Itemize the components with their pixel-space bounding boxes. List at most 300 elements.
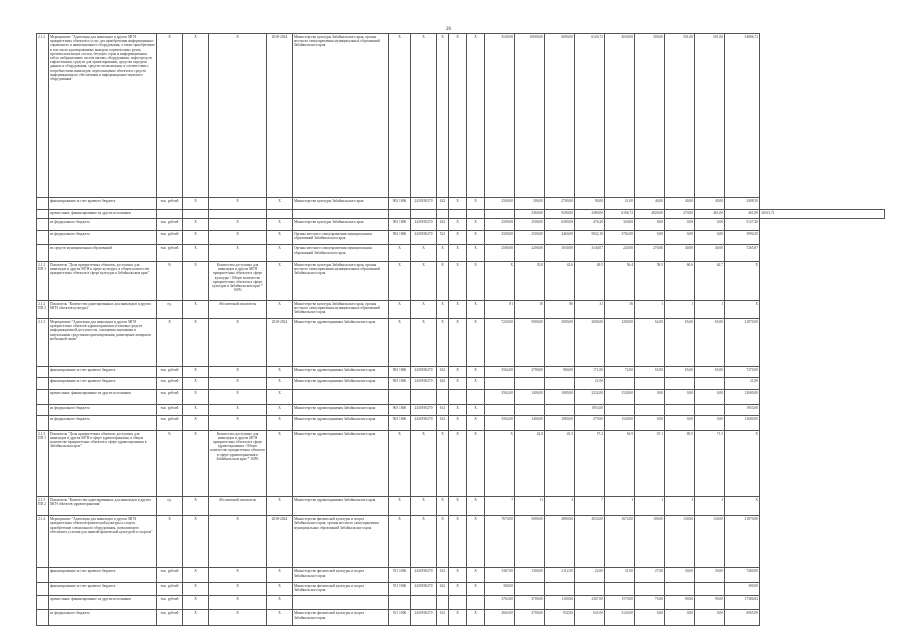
cell-value-2017: 7220,00 xyxy=(485,319,515,367)
table-row xyxy=(37,497,885,516)
cell-kbk-cs: Х xyxy=(411,300,437,319)
table-row xyxy=(37,209,885,219)
cell-value-2019: 2460,00 xyxy=(545,231,575,245)
cell-kbk-vr: Х xyxy=(437,319,449,367)
cell-value-total: 3994,50 xyxy=(725,231,760,245)
cell-row-name: Мероприятие "Адаптация для инвалидов и других МГН приоритетных объектов здравоохранения установка средств информационной доступности, оснащения звуковыми и визуальными средствами ориентирования, размещение аппаратов мобильной связи" xyxy=(49,319,157,367)
cell-kbk-grbs: 902 1006 xyxy=(389,231,411,245)
cell-kbk-extra2: Х xyxy=(467,262,485,301)
cell-value-2018: 1400,00 xyxy=(515,390,545,404)
cell-period: Х xyxy=(267,416,293,430)
cell-kbk-extra1: Х xyxy=(449,300,467,319)
cell-period: Х xyxy=(267,366,293,378)
cell-executor: Министерство здравоохранения Забайкальского края xyxy=(293,416,389,430)
cell-value-total: 12600,00 xyxy=(725,390,760,404)
cell-value-2019: 2800,00 xyxy=(545,516,575,568)
cell-kbk-extra1: Х xyxy=(449,404,467,416)
cell-kbk-extra1: Х xyxy=(449,262,467,301)
cell-value-2024: 40,00 xyxy=(695,197,725,209)
cell-value-2017: 7 xyxy=(485,497,515,516)
cell-value-2019 xyxy=(545,582,575,596)
cell-value-2017: Х xyxy=(485,430,515,497)
cell-value-2023: 65,00 xyxy=(665,366,695,378)
table-row xyxy=(37,219,885,231)
table-row xyxy=(37,430,885,497)
cell-value-total: 7265,87 xyxy=(725,245,760,262)
cell-kbk-extra2: Х xyxy=(467,231,485,245)
cell-formula-method: Х xyxy=(183,219,209,231)
cell-value-2024: 130,00 xyxy=(695,516,725,568)
cell-formula: Х xyxy=(209,568,267,582)
cell-row-number: 2.1.2 xyxy=(37,34,49,198)
cell-value-2023: 0,00 xyxy=(665,231,695,245)
table-row xyxy=(37,319,885,367)
cell-value-total: 461,00 xyxy=(725,209,760,219)
cell-row-number xyxy=(37,219,49,231)
cell-formula: Х xyxy=(209,404,267,416)
cell-row-number: 2.1.2 ПП 1 xyxy=(37,262,49,301)
cell-value-2024 xyxy=(695,404,725,416)
cell-value-2018: 2500,00 xyxy=(515,231,545,245)
cell-value-2024: 62,7 xyxy=(695,262,725,301)
cell-row-name: из федерального бюджета xyxy=(49,219,157,231)
cell-formula-method: Х xyxy=(183,245,209,262)
cell-kbk-extra2: Х xyxy=(467,300,485,319)
cell-value-2020: 279,00 xyxy=(575,416,605,430)
cell-value-2024: 65,00 xyxy=(695,319,725,367)
cell-value-2018: 2500,00 xyxy=(515,219,545,231)
cell-kbk-vr: 622 xyxy=(437,219,449,231)
cell-kbk-extra2: Х xyxy=(467,319,485,367)
cell-period: 2018-2024 xyxy=(267,319,293,367)
cell-value-2019: 45,5 xyxy=(545,430,575,497)
page-number: 26 xyxy=(446,27,451,32)
cell-kbk-cs xyxy=(411,390,437,404)
cell-row-number: 2.1.3 ПП 2 xyxy=(37,497,49,516)
cell-row-name: финансирование за счет краевого бюджета xyxy=(49,378,157,390)
cell-value-2020: 49,5 xyxy=(575,262,605,301)
cell-value-2018: 2360,00 xyxy=(515,209,545,219)
cell-kbk-cs: 2430190270 xyxy=(411,231,437,245)
cell-formula-method: Х xyxy=(183,568,209,582)
cell-kbk-extra1: Х xyxy=(449,516,467,568)
cell-value-2019: 3 xyxy=(545,497,575,516)
cell-kbk-extra2: Х xyxy=(467,416,485,430)
cell-row-number xyxy=(37,568,49,582)
cell-kbk-vr: Х xyxy=(437,34,449,198)
cell-value-2018: 1400,00 xyxy=(515,416,545,430)
cell-value-2018: 11 xyxy=(515,497,545,516)
cell-unit: тыс. рублей xyxy=(157,231,183,245)
cell-formula: Х xyxy=(209,610,267,626)
cell-value-2021 xyxy=(605,404,635,416)
cell-kbk-cs: Х xyxy=(411,34,437,198)
cell-value-2017: 81 xyxy=(485,300,515,319)
cell-value-2019: 1100,00 xyxy=(545,596,575,610)
cell-kbk-extra1: Х xyxy=(449,416,467,430)
cell-value-2023: 0,00 xyxy=(665,390,695,404)
cell-kbk-cs: 2430190270 xyxy=(411,416,437,430)
cell-value-2024: 65,00 xyxy=(695,366,725,378)
cell-value-2020: 31 xyxy=(575,300,605,319)
cell-kbk-extra2: Х xyxy=(467,430,485,497)
cell-value-2018: 1300,00 xyxy=(515,568,545,582)
cell-value-2018 xyxy=(515,404,545,416)
cell-executor xyxy=(293,596,389,610)
cell-value-2022: 75,00 xyxy=(635,596,665,610)
cell-formula-method: Х xyxy=(183,262,209,301)
cell-value-2020: 171,00 xyxy=(575,366,605,378)
cell-row-name: Мероприятие "Адаптация для инвалидов и других МГН приоритетных объектов и услуг для приобретения информационно-справочного и навигационного оборудования, а также приобретение в том числе адаптированных выводов, перевозочных ручек, противоскользящих систем, бегущих строк и информационных табло, вибрационных систем вызова, оборудования, тифлосредств, тифлотехники, средств для ориентирования, средства передачи данных и оборудования, средств сигнализации, в соответствии с потребностями инвалидов, переоснащение объектов и средств информационного обеспечения и информационно-звукового оборудования" xyxy=(49,34,157,198)
cell-unit: тыс. рублей xyxy=(157,378,183,390)
table-row xyxy=(37,245,885,262)
cell-kbk-vr: Х xyxy=(437,497,449,516)
cell-kbk-extra1: Х xyxy=(449,497,467,516)
cell-value-2017: 2500,00 xyxy=(485,245,515,262)
cell-value-2023 xyxy=(665,378,695,390)
cell-formula-method: Х xyxy=(183,319,209,367)
cell-value-2020: 1953,00 xyxy=(575,404,605,416)
cell-kbk-grbs: Х xyxy=(389,245,411,262)
cell-value-2018: 35,8 xyxy=(515,262,545,301)
cell-value-2018: 10 xyxy=(515,300,545,319)
cell-value-2024: 0,00 xyxy=(695,219,725,231)
cell-formula-method xyxy=(183,209,209,219)
cell-value-2018: 3700,00 xyxy=(515,596,545,610)
cell-value-2021: 3702,00 xyxy=(605,231,635,245)
cell-value-total: 6965,00 xyxy=(725,610,760,626)
cell-unit: тыс. рублей xyxy=(157,416,183,430)
cell-value-2018: 3700,00 xyxy=(515,610,545,626)
cell-unit: тыс. рублей xyxy=(157,568,183,582)
cell-value-total: 12600,00 xyxy=(725,416,760,430)
cell-value-2020: 2000,00 xyxy=(575,319,605,367)
cell-kbk-extra1: Х xyxy=(449,245,467,262)
cell-value-2021: 72,00 xyxy=(605,366,635,378)
cell-kbk-vr xyxy=(437,209,449,219)
cell-value-2023: 65,00 xyxy=(665,319,695,367)
cell-value-2022 xyxy=(635,378,665,390)
cell-value-total: 3408,50 xyxy=(725,197,760,209)
cell-kbk-vr: 612 xyxy=(437,416,449,430)
cell-kbk-vr: Х xyxy=(437,516,449,568)
cell-kbk-grbs: 903 1006 xyxy=(389,416,411,430)
cell-row-number xyxy=(37,404,49,416)
cell-executor: Министерство здравоохранения Забайкальского края xyxy=(293,366,389,378)
cell-value-2023: 270,00 xyxy=(665,209,695,219)
cell-kbk-cs: Х xyxy=(411,319,437,367)
cell-unit: тыс. рублей xyxy=(157,404,183,416)
cell-kbk-cs xyxy=(411,209,437,219)
cell-unit: тыс. рублей xyxy=(157,610,183,626)
cell-value-total: 7460,00 xyxy=(725,568,760,582)
cell-value-2018: 5000,00 xyxy=(515,516,545,568)
cell-value-2023: 40,00 xyxy=(665,197,695,209)
cell-value-2019: 932,00 xyxy=(545,610,575,626)
cell-value-2017: 2500,00 xyxy=(485,197,515,209)
cell-row-name: из федерального бюджета xyxy=(49,404,157,416)
cell-kbk-grbs: 903 1006 xyxy=(389,366,411,378)
cell-formula-method: Х xyxy=(183,197,209,209)
cell-formula: Х xyxy=(209,197,267,209)
cell-value-2020: 2033,00 xyxy=(575,516,605,568)
table-row xyxy=(37,366,885,378)
cell-row-name: Показатель "Количество адаптированных для инвалидов и других МГН объектов культуры" xyxy=(49,300,157,319)
cell-kbk-grbs: 902 1006 xyxy=(389,219,411,231)
cell-value-total: Х xyxy=(725,430,760,497)
cell-value-2023: 130,00 xyxy=(665,516,695,568)
cell-row-number: 2.1.2 ПП 2 xyxy=(37,300,49,319)
cell-executor: Министерство культуры Забайкальского края xyxy=(293,197,389,209)
cell-value-2018: 10000,00 xyxy=(515,34,545,198)
cell-row-number xyxy=(37,582,49,596)
cell-value-2019: 1080,00 xyxy=(545,416,575,430)
cell-value-2022: 0,00 xyxy=(635,390,665,404)
cell-formula-method: Х xyxy=(183,390,209,404)
cell-formula-method: Х xyxy=(183,404,209,416)
cell-value-2019: 2112,50 xyxy=(545,568,575,582)
cell-kbk-extra2: Х xyxy=(467,378,485,390)
cell-kbk-cs: 2430190270 xyxy=(411,378,437,390)
cell-value-total: Х xyxy=(725,300,760,319)
cell-value-2024 xyxy=(695,378,725,390)
cell-formula: Х xyxy=(209,390,267,404)
cell-period: Х xyxy=(267,596,293,610)
cell-value-total: 34806,72 xyxy=(725,34,760,198)
cell-executor: Органы местного самоуправления муниципальных образований Забайкальского края xyxy=(293,231,389,245)
cell-kbk-vr: 622 xyxy=(437,197,449,209)
cell-kbk-grbs: 911 1006 xyxy=(389,610,411,626)
cell-period: Х xyxy=(267,497,293,516)
cell-value-2021: 1528,00 xyxy=(605,416,635,430)
cell-value-2024 xyxy=(695,582,725,596)
cell-kbk-grbs: Х xyxy=(389,516,411,568)
cell-executor xyxy=(293,209,389,219)
cell-value-2019: 42,6 xyxy=(545,262,575,301)
table-row xyxy=(37,416,885,430)
cell-value-2018: 2200,00 xyxy=(515,245,545,262)
cell-value-2017 xyxy=(485,209,515,219)
cell-value-2022: 4020,00 xyxy=(635,209,665,219)
cell-value-2022 xyxy=(635,582,665,596)
cell-kbk-vr: 612 xyxy=(437,404,449,416)
cell-kbk-cs xyxy=(411,596,437,610)
cell-executor: Министерство физической культуры и спорта Забайкальского края xyxy=(293,610,389,626)
cell-kbk-extra1: Х xyxy=(449,319,467,367)
cell-kbk-extra2: Х xyxy=(467,610,485,626)
cell-value-2023 xyxy=(665,404,695,416)
cell-kbk-extra1: Х xyxy=(449,197,467,209)
cell-value-2018 xyxy=(515,378,545,390)
cell-formula: Х xyxy=(209,34,267,198)
cell-value-2023: 60,6 xyxy=(665,262,695,301)
cell-unit: тыс. рублей xyxy=(157,197,183,209)
cell-unit: Х xyxy=(157,319,183,367)
cell-value-total: 21,00 xyxy=(725,378,760,390)
cell-kbk-extra1: Х xyxy=(449,366,467,378)
cell-kbk-vr: Х xyxy=(437,300,449,319)
cell-row-number xyxy=(37,416,49,430)
cell-value-2020 xyxy=(575,582,605,596)
cell-value-2022: 65,00 xyxy=(635,366,665,378)
cell-value-2018: 5000,00 xyxy=(515,319,545,367)
table-row xyxy=(37,568,885,582)
cell-value-2017: 7670,00 xyxy=(485,516,515,568)
cell-value-2018: 500,00 xyxy=(515,197,545,209)
cell-value-2022: 1 xyxy=(635,497,665,516)
cell-kbk-cs: 2430190270 xyxy=(411,219,437,231)
cell-unit: тыс. рублей xyxy=(157,219,183,231)
cell-undefined: 32613,72 xyxy=(760,209,885,219)
table-row xyxy=(37,404,885,416)
program-table xyxy=(36,33,885,626)
cell-formula-method: Х xyxy=(183,366,209,378)
cell-value-2018: 2790,00 xyxy=(515,366,545,378)
cell-kbk-extra2: Х xyxy=(467,568,485,582)
table-row xyxy=(37,34,885,198)
cell-value-2024: 501,00 xyxy=(695,34,725,198)
table-row xyxy=(37,197,885,209)
cell-value-2021: 4030,00 xyxy=(605,34,635,198)
cell-value-2019: 3000,00 xyxy=(545,319,575,367)
cell-value-2024: 71,3 xyxy=(695,430,725,497)
cell-kbk-grbs: 902 1006 xyxy=(389,197,411,209)
cell-kbk-grbs: 903 1006 xyxy=(389,404,411,416)
cell-value-2022: 67,1 xyxy=(635,430,665,497)
cell-value-2019: 1030,00 xyxy=(545,245,575,262)
cell-value-2018 xyxy=(515,582,545,596)
cell-value-2021: 6106,72 xyxy=(605,209,635,219)
cell-kbk-vr: 612 xyxy=(437,568,449,582)
cell-period: Х xyxy=(267,610,293,626)
cell-formula-method: Х xyxy=(183,378,209,390)
cell-value-2021: 63,9 xyxy=(605,430,635,497)
cell-value-total: 1953,00 xyxy=(725,404,760,416)
cell-period xyxy=(267,209,293,219)
cell-kbk-cs: 2430190270 xyxy=(411,568,437,582)
cell-formula-method: Х xyxy=(183,231,209,245)
cell-kbk-grbs xyxy=(389,596,411,610)
cell-value-total: 7270,00 xyxy=(725,366,760,378)
cell-row-number xyxy=(37,245,49,262)
cell-kbk-grbs xyxy=(389,209,411,219)
cell-value-2019: 9200,00 xyxy=(545,209,575,219)
cell-value-2023: 69,5 xyxy=(665,430,695,497)
cell-value-2023 xyxy=(665,582,695,596)
cell-executor: Министерство культуры Забайкальского края, органы местного самоуправления муниципальных образований Забайкальского края xyxy=(293,300,389,319)
cell-kbk-cs: Х xyxy=(411,516,437,568)
cell-kbk-grbs: Х xyxy=(389,262,411,301)
cell-kbk-vr: Х xyxy=(437,245,449,262)
cell-value-2020: 3140,07 xyxy=(575,245,605,262)
cell-kbk-grbs: 911 1006 xyxy=(389,582,411,596)
cell-kbk-extra1 xyxy=(449,209,467,219)
cell-kbk-vr: 612 xyxy=(437,366,449,378)
cell-row-name: финансирование за счет краевого бюджета xyxy=(49,197,157,209)
cell-executor: Министерство культуры Забайкальского края, органы местного самоуправления муниципальных образований Забайкальского края xyxy=(293,34,389,198)
table-row xyxy=(37,596,885,610)
cell-formula-method: Х xyxy=(183,516,209,568)
cell-unit: % xyxy=(157,262,183,301)
cell-period: Х xyxy=(267,378,293,390)
cell-value-2022: 300,00 xyxy=(635,34,665,198)
cell-row-number xyxy=(37,610,49,626)
cell-value-2023: 0,00 xyxy=(665,219,695,231)
cell-formula: Х xyxy=(209,366,267,378)
cell-kbk-extra2 xyxy=(467,390,485,404)
cell-value-2021 xyxy=(605,582,635,596)
cell-formula: Количество доступных для инвалидов и других МГН приоритетных объектов в сфере культуры / Общее количество приоритетных объектов в сфере культуры в Забайкальском крае * 100% xyxy=(209,262,267,301)
cell-unit: % xyxy=(157,430,183,497)
cell-value-2020: 5922,10 xyxy=(575,231,605,245)
cell-value-2022: 0,00 xyxy=(635,610,665,626)
cell-value-2019 xyxy=(545,404,575,416)
cell-value-2024: 90,00 xyxy=(695,596,725,610)
cell-value-2023: 30,00 xyxy=(665,568,695,582)
cell-row-name: Показатель "Доля приоритетных объектов, доступных для инвалидов и других МГН в сфере здравоохранения, в общем количестве приоритетных объектов в сфере здравоохранения в Забайкальском крае" xyxy=(49,430,157,497)
cell-value-2020: 631,00 xyxy=(575,610,605,626)
cell-row-number xyxy=(37,596,49,610)
cell-value-2017: 3562,00 xyxy=(485,390,515,404)
cell-row-name: финансирование за счет краевого бюджета xyxy=(49,366,157,378)
cell-value-2023: 90,00 xyxy=(665,596,695,610)
cell-kbk-extra2: Х xyxy=(467,497,485,516)
cell-value-2017: 300,00 xyxy=(485,582,515,596)
cell-period: Х xyxy=(267,568,293,582)
cell-row-number: 2.1.3 xyxy=(37,319,49,367)
cell-formula-method: Х xyxy=(183,416,209,430)
cell-executor: Министерство культуры Забайкальского края, органы местного самоуправления муниципальных образований Забайкальского края xyxy=(293,262,389,301)
cell-kbk-vr xyxy=(437,390,449,404)
cell-kbk-extra2 xyxy=(467,596,485,610)
cell-value-2021: 1 xyxy=(605,497,635,516)
cell-kbk-vr xyxy=(437,596,449,610)
cell-row-name: Мероприятие "Адаптация для инвалидов и других МГН приоритетных объектов физической культуры и спорта, приобретение специального оборудования, позволяющего обеспечить условия для занятий физической культурой и спортом" xyxy=(49,516,157,568)
cell-kbk-vr: Х xyxy=(437,430,449,497)
cell-row-name: из федерального бюджета xyxy=(49,231,157,245)
cell-kbk-grbs: Х xyxy=(389,497,411,516)
cell-kbk-extra1: Х xyxy=(449,378,467,390)
cell-value-2021: 21,00 xyxy=(605,197,635,209)
cell-period: Х xyxy=(267,262,293,301)
cell-value-total: 21870,00 xyxy=(725,319,760,367)
cell-period: Х xyxy=(267,404,293,416)
cell-formula: Х xyxy=(209,378,267,390)
cell-kbk-cs: 2430190270 xyxy=(411,582,437,596)
cell-value-2020: 476,20 xyxy=(575,219,605,231)
cell-value-2019 xyxy=(545,378,575,390)
cell-formula-method: Х xyxy=(183,300,209,319)
cell-value-2020: 2367,00 xyxy=(575,596,605,610)
cell-executor: Министерство физической культуры и спорта Забайкальского края xyxy=(293,582,389,596)
cell-kbk-extra1: Х xyxy=(449,582,467,596)
cell-formula-method: Х xyxy=(183,430,209,497)
cell-kbk-vr: 622 xyxy=(437,378,449,390)
cell-value-2022 xyxy=(635,404,665,416)
cell-formula: Х xyxy=(209,245,267,262)
cell-value-2022: 58,5 xyxy=(635,262,665,301)
cell-value-total: Х xyxy=(725,262,760,301)
cell-unit: тыс. рублей xyxy=(157,390,183,404)
cell-value-2023: 1 xyxy=(665,300,695,319)
cell-row-name: из федерального бюджета xyxy=(49,416,157,430)
cell-value-2023: 40,00 xyxy=(665,245,695,262)
cell-value-2019: 1080,00 xyxy=(545,390,575,404)
cell-row-name: финансирование за счет краевого бюджета xyxy=(49,582,157,596)
cell-value-2022: 62,00 xyxy=(635,319,665,367)
cell-value-2021: 56,4 xyxy=(605,262,635,301)
cell-kbk-grbs: 911 1006 xyxy=(389,568,411,582)
